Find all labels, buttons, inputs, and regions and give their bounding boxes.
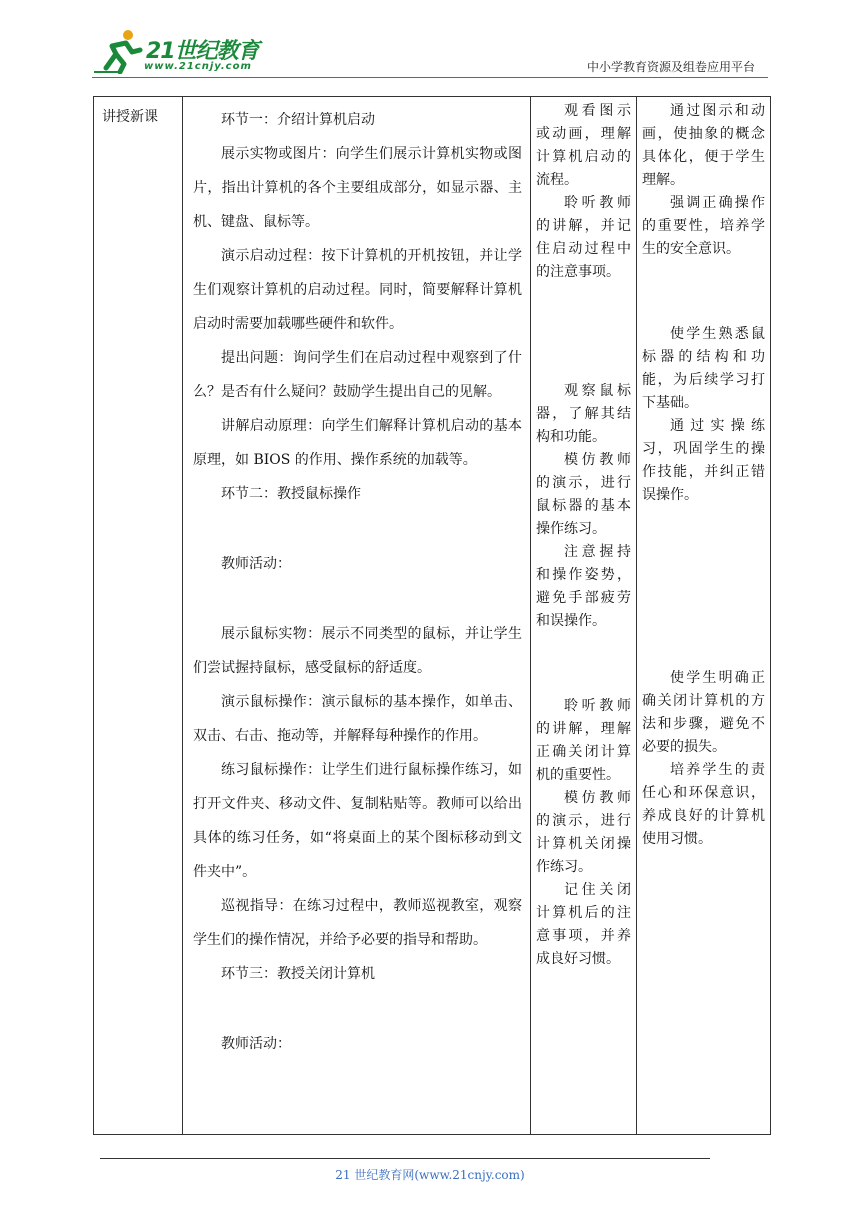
page-header xyxy=(0,0,860,80)
table-row xyxy=(94,97,771,1135)
paragraph: 提出问题：询问学生们在启动过程中观察到了什么？是否有什么疑问？鼓励学生提出自己的见解。 xyxy=(193,350,522,400)
header-divider xyxy=(92,77,768,78)
paragraph: 展示实物或图片：向学生们展示计算机实物或图片，指出计算机的各个主要组成部分，如显示器、主机、键盘、鼠标等。 xyxy=(193,146,522,230)
student-text: 聆听教师的讲解，理解正确关闭计算机的重要性。 xyxy=(536,698,631,783)
intent-text: 通过图示和动画，使抽象的概念具体化，便于学生理解。 xyxy=(642,103,765,188)
subheading: 教师活动： xyxy=(221,556,291,572)
platform-name: 中小学教育资源及组卷应用平台 xyxy=(586,60,755,74)
subheading: 教师活动： xyxy=(221,1036,291,1052)
section-heading: 环节三：教授关闭计算机 xyxy=(221,966,375,982)
paragraph: 演示启动过程：按下计算机的开机按钮，并让学生们观察计算机的启动过程。同时，简要解释计算机启动时需要加载哪些硬件和软件。 xyxy=(193,248,522,332)
student-text: 模仿教师的演示，进行鼠标器的基本操作练习。 xyxy=(536,452,631,537)
student-text: 聆听教师的讲解，并记住启动过程中的注意事项。 xyxy=(536,195,631,280)
student-activity-cell xyxy=(531,97,637,1135)
paragraph: 演示鼠标操作：演示鼠标的基本操作，如单击、双击、右击、拖动等，并解释每种操作的作用。 xyxy=(193,694,522,744)
paragraph: 讲解启动原理：向学生们解释计算机启动的基本原理，如 BIOS 的作用、操作系统的加载等。 xyxy=(193,418,522,468)
intent-text: 培养学生的责任心和环保意识，养成良好的计算机使用习惯。 xyxy=(642,762,765,847)
brand-logo xyxy=(92,28,262,78)
student-text: 观察鼠标器，了解其结构和功能。 xyxy=(536,383,631,445)
student-text: 记住关闭计算机后的注意事项，并养成良好习惯。 xyxy=(536,882,631,967)
student-text: 注意握持和操作姿势，避免手部疲劳和误操作。 xyxy=(536,544,631,629)
paragraph: 展示鼠标实物：展示不同类型的鼠标，并让学生们尝试握持鼠标，感受鼠标的舒适度。 xyxy=(193,626,522,676)
design-intent-cell xyxy=(637,97,771,1135)
logo-text: 21世纪教育 xyxy=(146,39,259,64)
section-heading: 环节一：介绍计算机启动 xyxy=(221,112,375,128)
intent-text: 通过实操练习，巩固学生的操作技能，并纠正错误操作。 xyxy=(642,418,765,503)
paragraph: 巡视指导：在练习过程中，教师巡视教室，观察学生们的操作情况，并给予必要的指导和帮助。 xyxy=(193,898,522,948)
student-text: 模仿教师的演示，进行计算机关闭操作练习。 xyxy=(536,790,631,875)
runner-logo-icon xyxy=(92,28,144,74)
intent-text: 强调正确操作的重要性，培养学生的安全意识。 xyxy=(642,195,765,257)
lesson-table xyxy=(93,96,771,1135)
row-label-cell xyxy=(94,97,183,1135)
logo-url: www.21cnjy.com xyxy=(144,61,252,72)
teacher-activity-cell xyxy=(183,97,531,1135)
row-label: 讲授新课 xyxy=(102,109,158,125)
intent-text: 使学生明确正确关闭计算机的方法和步骤，避免不必要的损失。 xyxy=(642,670,765,755)
footer-divider xyxy=(100,1158,710,1159)
footer-text: 21 世纪教育网(www.21cnjy.com) xyxy=(335,1168,525,1182)
paragraph: 练习鼠标操作：让学生们进行鼠标操作练习，如打开文件夹、移动文件、复制粘贴等。教师可以给出具体的练习任务，如“将桌面上的某个图标移动到文件夹中”。 xyxy=(193,762,522,880)
student-text: 观看图示或动画，理解计算机启动的流程。 xyxy=(536,103,631,188)
section-heading: 环节二：教授鼠标操作 xyxy=(221,486,361,502)
intent-text: 使学生熟悉鼠标器的结构和功能，为后续学习打下基础。 xyxy=(642,326,765,411)
